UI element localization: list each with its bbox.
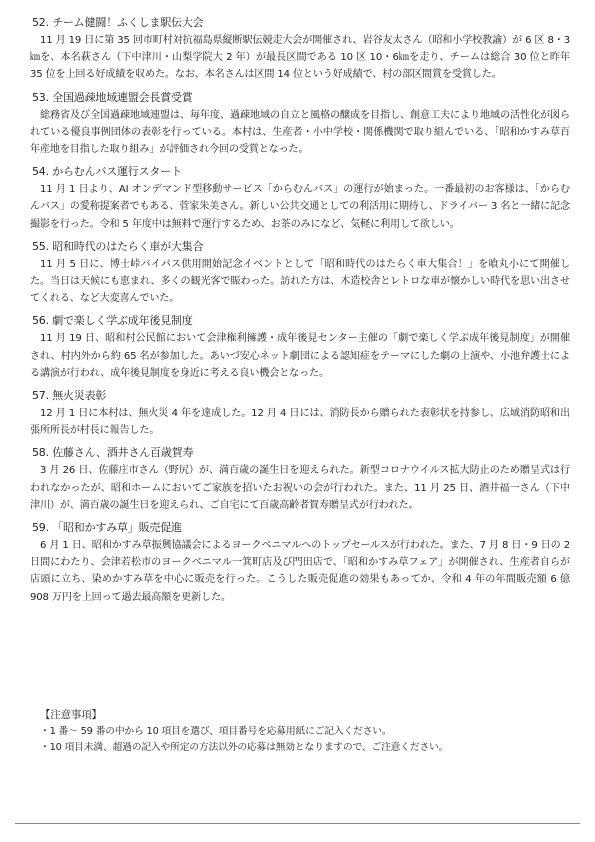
- notes-line: ・10 項目未満、超過の記入や所定の方法以外の応募は無効となりますので、ご注意ください。: [40, 742, 449, 753]
- news-item-57: [30, 386, 570, 439]
- footer-divider: [15, 823, 580, 824]
- item-title: 53. 全国過疎地域連盟会長賞受賞: [32, 90, 193, 104]
- item-body: 6 月 1 日、昭和かすみ草振興協議会によるヨークベニマルへのトップセールスが行われた。また、7 月 8 日・9 日の 2 日間にわたり、会津若松市のヨークベニマル一箕町店及び門田店で、「昭和かすみ草フェア」が開催され、生産者自らが店頭に立ち、染めかすみ草を中心に販売を行った。こうした販売促進の効果もあってか、令和 4 年の年間販売額 6 億 908 万円を上回って過去最高額を更新した。: [30, 540, 570, 603]
- news-item-55: [30, 237, 570, 308]
- news-item-59: [30, 518, 570, 606]
- item-title: 57. 無火災表彰: [32, 389, 107, 403]
- item-body: 12 月 1 日に本村は、無火災 4 年を達成した。12 月 4 日には、消防長から贈られた表彰状を持参し、広域消防昭和出張所所長が村長に報告した。: [30, 408, 570, 437]
- news-item-54: [30, 162, 570, 233]
- item-body: 11 月 5 日に、博士峠バイパス供用開始記念イベントとして「昭和時代のはたらく車大集合！」を喰丸小にて開催した。当日は天候にも恵まれ、多くの観光客で賑わった。訪れた方は、木造校舎とレトロな車が懐かしい時代を思い出させてくれる、など大変喜んでいた。: [30, 258, 570, 305]
- item-body: 11 月 19 日、昭和村公民館において会津権利擁護・成年後見センター主催の「劇で楽しく学ぶ成年後見制度」が開催され、村内外から約 65 名が参加した。あいづ安心ネット劇団による認知症をテーマにした劇の上演や、小池弁護士による講演が行われ、成年後見制度を身近に考える良い機会となった。: [30, 333, 570, 379]
- item-body: 3 月 26 日、佐藤庄市さん（野尻）が、満百歳の誕生日を迎えられた。新型コロナウイルス拡大防止のため贈呈式は行われなかったが、昭和ホームにおいてご家族を招いたお祝いの会が行われた。また、11 月 25 日、酒井福一さん（下中津川）が、満百歳の誕生日を迎えられ、ご自宅にて百歳高齢者賀寿贈呈式が行われた。: [30, 465, 570, 511]
- news-item-52: [30, 13, 570, 84]
- item-title: 58. 佐藤さん、酒井さん百歳賀寿: [32, 446, 194, 460]
- news-item-53: [30, 88, 570, 159]
- item-body: 11 月 19 日に第 35 回市町村対抗福島県縦断駅伝競走大会が開催され、岩谷友太さん（昭和小学校教諭）が 6 区 8・3㎞を、本名萩さん（下中津川・山梨学院大 2 年）が最長区間である 10 区 10・6㎞を走り、チームは総合 30 位と昨年 35 位を上回る好成績を収めた。なお、本名さんは区間 14 位という好成績で、村の部区間賞を受賞した。: [30, 35, 570, 81]
- item-title: 55. 昭和時代のはたらく車が大集合: [32, 239, 204, 253]
- item-title: 54. からむんバス運行スタート: [32, 165, 182, 179]
- news-item-56: [30, 311, 570, 382]
- item-title: 56. 劇で楽しく学ぶ成年後見制度: [32, 314, 193, 328]
- news-item-58: [30, 443, 570, 514]
- item-body: 11 月 1 日より、AI オンデマンド型移動サービス「からむんバス」の運行が始まった。一番最初のお客様は、「からむんバス」の愛称提案者でもある、菅家朱美さん。新しい公共交通としての利活用に期待し、ドライバー 3 名と一緒に記念撮影を行った。令和 5 年度中は無料で運行するため、お茶のみになど、気軽に利用して欲しい。: [30, 184, 570, 230]
- item-body: 総務省及び全国過疎地域連盟は、毎年度、過疎地域の自立と風格の醸成を目指し、創意工夫により地域の活性化が図られている優良事例団体の表彰を行っている。本村は、生産者・小中学校・関係機関で取り組んでいる、「昭和かすみ草百年産地を目指した取り組み」が評価され今回の受賞となった。: [30, 109, 570, 156]
- notes-heading: 【注意事項】: [40, 709, 102, 721]
- notes-line: ・1 番～ 59 番の中から 10 項目を選び、項目番号を応募用紙にご記入ください。: [40, 726, 392, 737]
- news-item-list: [30, 13, 570, 610]
- item-title: 59. 「昭和かすみ草」販売促進: [32, 521, 182, 535]
- item-title: 52. チーム健闘！ふくしま駅伝大会: [32, 16, 204, 29]
- notes-section: [40, 707, 570, 756]
